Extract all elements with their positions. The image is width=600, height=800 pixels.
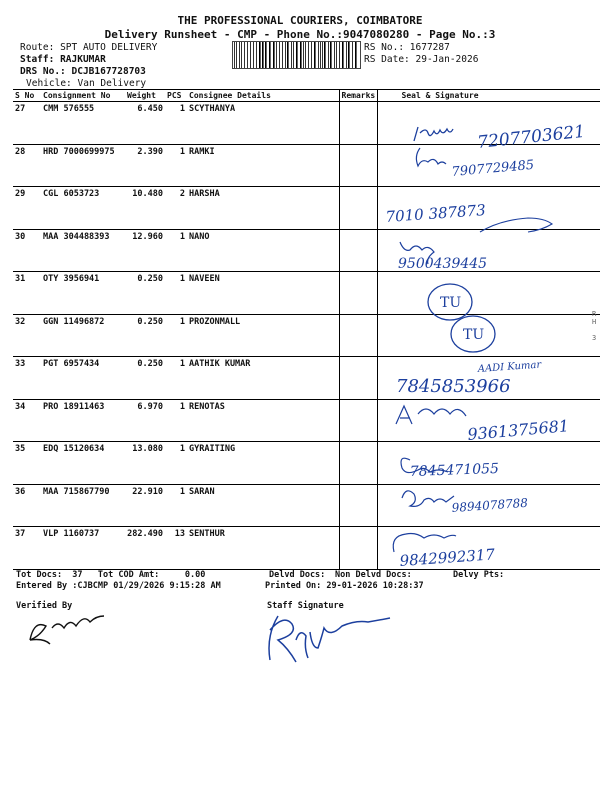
cell-remarks bbox=[339, 102, 377, 145]
handwritten-number-37: 9842992317 bbox=[399, 545, 496, 570]
handwritten-number-34: 9361375681 bbox=[466, 416, 570, 444]
cell-pcs: 1 bbox=[165, 314, 187, 357]
cell-weight: 2.390 bbox=[125, 144, 165, 187]
cell-sno: 32 bbox=[13, 314, 41, 357]
barcode-bar bbox=[311, 42, 312, 68]
barcode-bar bbox=[318, 42, 319, 68]
cell-consignee: RAMKI bbox=[187, 144, 339, 187]
drs-label: DRS No.: bbox=[20, 66, 66, 77]
handwritten-number-29: 7010 387873 bbox=[385, 201, 487, 226]
barcode-bar bbox=[303, 42, 304, 68]
staff-label: Staff: bbox=[20, 54, 55, 65]
tot-docs: Tot Docs: 37 bbox=[16, 570, 83, 580]
cell-consignment: VLP 1160737 bbox=[41, 527, 125, 570]
verified-by-label: Verified By bbox=[16, 601, 73, 611]
barcode-bar bbox=[259, 42, 261, 68]
cell-weight: 0.250 bbox=[125, 272, 165, 315]
cell-consignee: GYRAITING bbox=[187, 442, 339, 485]
barcode-bar bbox=[236, 42, 237, 68]
cell-pcs: 1 bbox=[165, 484, 187, 527]
cell-consignee: NANO bbox=[187, 229, 339, 272]
barcode-bar bbox=[305, 42, 306, 68]
handwritten-number-30: 9500439445 bbox=[398, 256, 488, 272]
cell-weight: 0.250 bbox=[125, 357, 165, 400]
barcode-bar bbox=[339, 42, 340, 68]
cell-consignment: PRO 18911463 bbox=[41, 399, 125, 442]
table-row bbox=[13, 102, 600, 145]
cell-consignment: HRD 7000699975 bbox=[41, 144, 125, 187]
cell-consignee: RENOTAS bbox=[187, 399, 339, 442]
cell-remarks bbox=[339, 442, 377, 485]
cell-weight: 6.970 bbox=[125, 399, 165, 442]
barcode-bar bbox=[287, 42, 289, 68]
cell-sno: 35 bbox=[13, 442, 41, 485]
barcode-bar bbox=[346, 42, 347, 68]
cell-remarks bbox=[339, 187, 377, 230]
barcode-bar bbox=[320, 42, 321, 68]
cell-seal-signature bbox=[377, 357, 600, 400]
cell-seal-signature bbox=[377, 187, 600, 230]
table-row bbox=[13, 314, 600, 357]
table-row bbox=[13, 484, 600, 527]
table-row bbox=[13, 187, 600, 230]
cell-weight: 13.080 bbox=[125, 442, 165, 485]
barcode-bar bbox=[262, 42, 264, 68]
cell-pcs: 2 bbox=[165, 187, 187, 230]
barcode-bar bbox=[355, 42, 357, 68]
barcode-bar bbox=[247, 42, 248, 68]
cell-sno: 33 bbox=[13, 357, 41, 400]
handwritten-number-28: 7907729485 bbox=[451, 157, 535, 180]
barcode-bar bbox=[273, 42, 275, 68]
handwritten-number-36: 9894078788 bbox=[451, 495, 529, 515]
cell-remarks bbox=[339, 399, 377, 442]
cell-consignment: GGN 11496872 bbox=[41, 314, 125, 357]
edge-fragment: R H 3 bbox=[592, 310, 597, 342]
rs-no-info bbox=[364, 42, 450, 53]
rs-no-value: 1677287 bbox=[409, 42, 450, 53]
cell-consignment: EDQ 15120634 bbox=[41, 442, 125, 485]
cell-sno: 36 bbox=[13, 484, 41, 527]
route-label: Route: bbox=[20, 42, 55, 53]
barcode-image bbox=[233, 42, 359, 68]
cell-consignee: HARSHA bbox=[187, 187, 339, 230]
drs-info bbox=[20, 66, 146, 77]
handwritten-number-35: 7845471055 bbox=[409, 460, 500, 480]
printed-on: Printed On: 29-01-2026 10:28:37 bbox=[265, 581, 424, 591]
cell-pcs: 1 bbox=[165, 144, 187, 187]
cell-sno: 29 bbox=[13, 187, 41, 230]
cell-consignment: PGT 6957434 bbox=[41, 357, 125, 400]
table-row bbox=[13, 357, 600, 400]
barcode-bar bbox=[244, 42, 245, 68]
cell-weight: 10.480 bbox=[125, 187, 165, 230]
handwritten-number-27: 7207703621 bbox=[476, 121, 587, 153]
barcode-bar bbox=[279, 42, 280, 68]
barcode-bar bbox=[300, 42, 302, 68]
barcode-bar bbox=[334, 42, 335, 68]
barcode-bar bbox=[296, 42, 298, 68]
cell-sno: 30 bbox=[13, 229, 41, 272]
cell-seal-signature bbox=[377, 272, 600, 315]
route-info bbox=[20, 42, 157, 53]
col-seal-signature: Seal & Signature bbox=[377, 90, 600, 102]
barcode-bar bbox=[328, 42, 329, 68]
tot-cod-amt: Tot COD Amt: 0.00 bbox=[97, 570, 206, 580]
route-value: SPT AUTO DELIVERY bbox=[60, 42, 158, 53]
cell-pcs: 1 bbox=[165, 442, 187, 485]
cell-weight: 22.910 bbox=[125, 484, 165, 527]
staff-info bbox=[20, 54, 106, 65]
barcode-bar bbox=[239, 42, 240, 68]
cell-consignment: MAA 715867790 bbox=[41, 484, 125, 527]
cell-pcs: 1 bbox=[165, 272, 187, 315]
barcode-bar bbox=[322, 42, 323, 68]
cell-remarks bbox=[339, 272, 377, 315]
cell-weight: 12.960 bbox=[125, 229, 165, 272]
col-pcs: PCS bbox=[165, 90, 187, 102]
staff-signature-label: Staff Signature bbox=[267, 601, 344, 611]
cell-weight: 6.450 bbox=[125, 102, 165, 145]
cell-sno: 37 bbox=[13, 527, 41, 570]
handwritten-number-33: 7845853966 bbox=[396, 376, 511, 397]
table-row bbox=[13, 399, 600, 442]
cell-seal-signature bbox=[377, 314, 600, 357]
cell-pcs: 1 bbox=[165, 357, 187, 400]
cell-consignee: SARAN bbox=[187, 484, 339, 527]
cell-sno: 27 bbox=[13, 102, 41, 145]
barcode-bar bbox=[324, 42, 326, 68]
cell-seal-signature bbox=[377, 102, 600, 145]
barcode-bar bbox=[265, 42, 267, 68]
cell-pcs: 1 bbox=[165, 229, 187, 272]
barcode-bar bbox=[330, 42, 332, 68]
cell-consignee: SENTHUR bbox=[187, 527, 339, 570]
table-row bbox=[13, 272, 600, 315]
cell-seal-signature bbox=[377, 229, 600, 272]
delvd-docs: Delvd Docs: bbox=[269, 570, 326, 580]
table-row bbox=[13, 442, 600, 485]
cell-seal-signature bbox=[377, 442, 600, 485]
vehicle-info bbox=[26, 78, 146, 89]
rs-date-label: RS Date: bbox=[364, 54, 410, 65]
cell-seal-signature bbox=[377, 527, 600, 570]
barcode-bar bbox=[234, 42, 235, 68]
handwritten-name-33: AADI Kumar bbox=[477, 359, 542, 375]
cell-pcs: 1 bbox=[165, 102, 187, 145]
cell-pcs: 13 bbox=[165, 527, 187, 570]
barcode-bar bbox=[241, 42, 242, 68]
delvy-pts: Delvy Pts: bbox=[453, 570, 505, 580]
runsheet-subtitle: Delivery Runsheet - CMP - Phone No.:9047080280 - Page No.:3 bbox=[104, 28, 496, 41]
barcode-bar bbox=[269, 42, 271, 68]
barcode-bar bbox=[336, 42, 337, 68]
cell-sno: 31 bbox=[13, 272, 41, 315]
cell-remarks bbox=[339, 484, 377, 527]
cell-remarks bbox=[339, 357, 377, 400]
barcode-bar bbox=[291, 42, 292, 68]
cell-consignment: CGL 6053723 bbox=[41, 187, 125, 230]
cell-consignee: PROZONMALL bbox=[187, 314, 339, 357]
barcode-bar bbox=[293, 42, 294, 68]
cell-remarks bbox=[339, 527, 377, 570]
cell-consignee: SCYTHANYA bbox=[187, 102, 339, 145]
stamp-text-31: TU bbox=[440, 295, 462, 311]
cell-consignment: CMM 576555 bbox=[41, 102, 125, 145]
drs-value: DCJB167728703 bbox=[71, 66, 146, 77]
table-row bbox=[13, 144, 600, 187]
company-title: THE PROFESSIONAL COURIERS, COIMBATORE bbox=[177, 14, 423, 27]
barcode-bar bbox=[285, 42, 286, 68]
cell-remarks bbox=[339, 314, 377, 357]
col-weight: Weight bbox=[125, 90, 165, 102]
col-consignee: Consignee Details bbox=[187, 90, 339, 102]
footer-totals bbox=[16, 570, 205, 580]
cell-sno: 28 bbox=[13, 144, 41, 187]
barcode-bar bbox=[348, 42, 350, 68]
cell-seal-signature bbox=[377, 399, 600, 442]
cell-seal-signature bbox=[377, 144, 600, 187]
cell-consignee: AATHIK KUMAR bbox=[187, 357, 339, 400]
cell-consignment: MAA 304488393 bbox=[41, 229, 125, 272]
rs-date-value: 29-Jan-2026 bbox=[415, 54, 479, 65]
staff-signature-scribble bbox=[269, 616, 390, 662]
barcode-bar bbox=[342, 42, 344, 68]
barcode-bar bbox=[253, 42, 254, 68]
vehicle-value: Van Delivery bbox=[77, 78, 147, 89]
barcode-bar bbox=[308, 42, 309, 68]
table-row bbox=[13, 527, 600, 570]
verified-by-signature bbox=[30, 616, 104, 644]
barcode-bar bbox=[256, 42, 257, 68]
rs-no-label: RS No.: bbox=[364, 42, 405, 53]
cell-consignee: NAVEEN bbox=[187, 272, 339, 315]
cell-weight: 0.250 bbox=[125, 314, 165, 357]
cell-remarks bbox=[339, 144, 377, 187]
barcode-bar bbox=[250, 42, 251, 68]
barcode-bar bbox=[352, 42, 353, 68]
col-sno: S No bbox=[13, 90, 41, 102]
non-delvd-docs: Non Delvd Docs: bbox=[335, 570, 412, 580]
table-row bbox=[13, 229, 600, 272]
table-header-row bbox=[13, 90, 600, 102]
cell-weight: 282.490 bbox=[125, 527, 165, 570]
runsheet-table bbox=[13, 89, 600, 570]
col-consignment: Consignment No bbox=[41, 90, 125, 102]
cell-remarks bbox=[339, 229, 377, 272]
barcode-bar bbox=[314, 42, 316, 68]
rs-date-info bbox=[364, 54, 478, 65]
barcode-bar bbox=[282, 42, 283, 68]
stamp-text-32: TU bbox=[463, 327, 485, 343]
cell-consignment: OTY 3956941 bbox=[41, 272, 125, 315]
barcode-bar bbox=[276, 42, 277, 68]
cell-seal-signature bbox=[377, 484, 600, 527]
vehicle-label: Vehicle: bbox=[26, 78, 72, 89]
entered-by: Entered By :CJBCMP 01/29/2026 9:15:28 AM bbox=[16, 581, 221, 591]
cell-sno: 34 bbox=[13, 399, 41, 442]
col-remarks: Remarks bbox=[339, 90, 377, 102]
cell-pcs: 1 bbox=[165, 399, 187, 442]
staff-value: RAJKUMAR bbox=[60, 54, 106, 65]
